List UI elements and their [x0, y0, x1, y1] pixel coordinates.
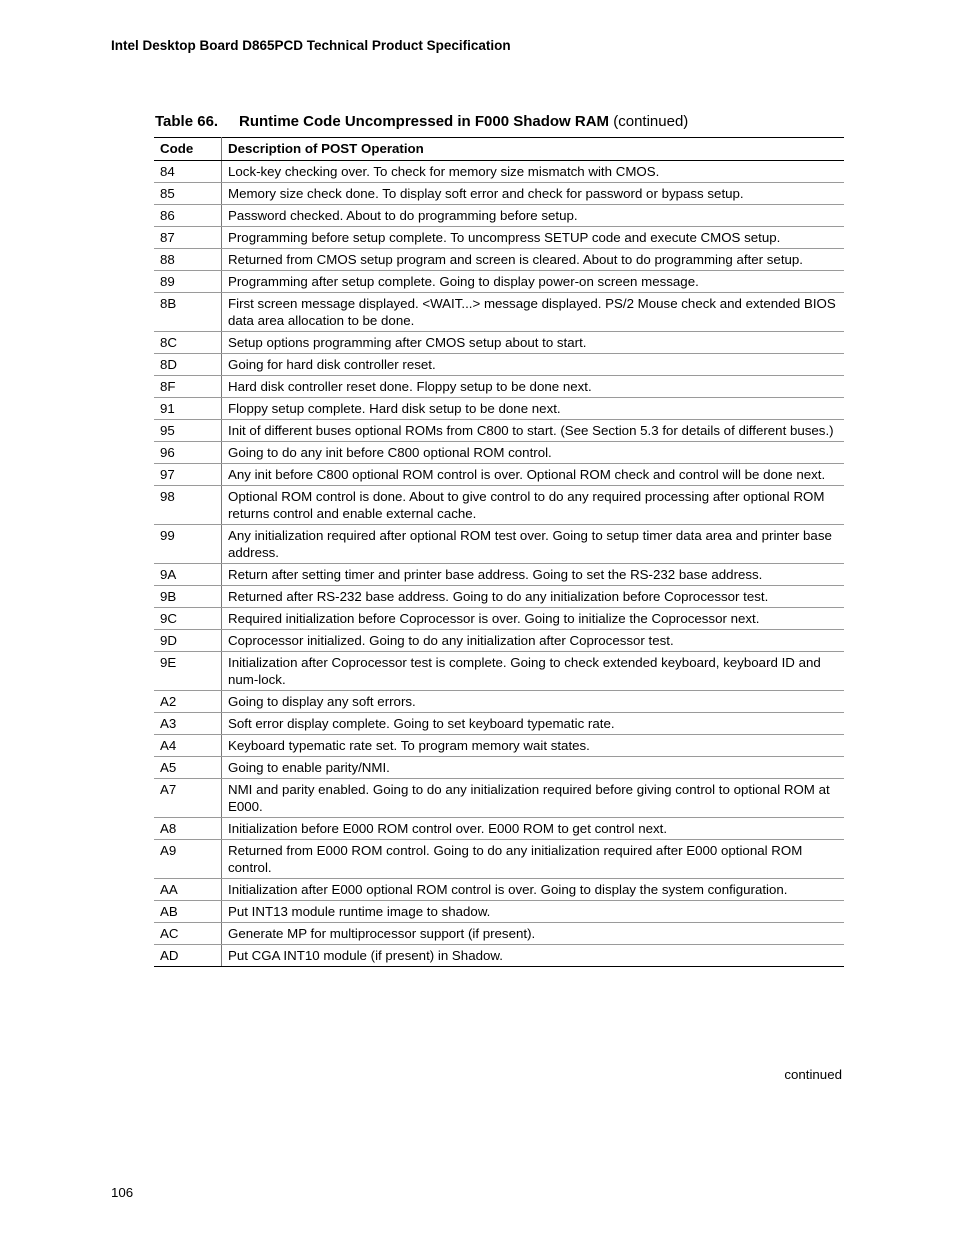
page-number: 106: [111, 1185, 134, 1200]
post-code-cell: 84: [154, 161, 222, 183]
post-description-cell: Returned from CMOS setup program and screen is cleared. About to do programming after setup.: [222, 249, 845, 271]
table-row: [154, 879, 844, 901]
post-code-cell: 99: [154, 525, 222, 564]
table-row: [154, 398, 844, 420]
post-code-cell: AA: [154, 879, 222, 901]
table-row: [154, 332, 844, 354]
post-code-cell: AD: [154, 945, 222, 967]
post-description-cell: Return after setting timer and printer base address. Going to set the RS-232 base address.: [222, 564, 845, 586]
post-description-cell: NMI and parity enabled. Going to do any initialization required before giving control to optional ROM at E000.: [222, 779, 845, 818]
table-row: [154, 293, 844, 332]
table-row: [154, 713, 844, 735]
post-description-cell: Any init before C800 optional ROM control is over. Optional ROM check and control will be done next.: [222, 464, 845, 486]
post-description-cell: First screen message displayed. <WAIT...> message displayed. PS/2 Mouse check and extended BIOS data area allocation to be done.: [222, 293, 845, 332]
post-code-cell: A3: [154, 713, 222, 735]
table-row: [154, 945, 844, 967]
post-code-cell: A8: [154, 818, 222, 840]
post-description-cell: Initialization after Coprocessor test is complete. Going to check extended keyboard, keyboard ID and num-lock.: [222, 652, 845, 691]
post-code-cell: 98: [154, 486, 222, 525]
table-row: [154, 205, 844, 227]
table-row: [154, 586, 844, 608]
post-description-cell: Coprocessor initialized. Going to do any initialization after Coprocessor test.: [222, 630, 845, 652]
post-code-cell: A5: [154, 757, 222, 779]
post-description-cell: Any initialization required after optional ROM test over. Going to setup timer data area and printer base address.: [222, 525, 845, 564]
table-row: [154, 901, 844, 923]
post-description-cell: Required initialization before Coprocessor is over. Going to initialize the Coprocessor next.: [222, 608, 845, 630]
post-description-cell: Setup options programming after CMOS setup about to start.: [222, 332, 845, 354]
post-description-cell: Programming before setup complete. To uncompress SETUP code and execute CMOS setup.: [222, 227, 845, 249]
post-code-cell: AC: [154, 923, 222, 945]
post-description-cell: Programming after setup complete. Going to display power-on screen message.: [222, 271, 845, 293]
table-row: [154, 779, 844, 818]
table-row: [154, 691, 844, 713]
post-code-cell: 91: [154, 398, 222, 420]
table-row: [154, 420, 844, 442]
post-description-cell: Returned after RS-232 base address. Going to do any initialization before Coprocessor test.: [222, 586, 845, 608]
table-row: [154, 183, 844, 205]
post-description-cell: Going to display any soft errors.: [222, 691, 845, 713]
post-description-cell: Going to enable parity/NMI.: [222, 757, 845, 779]
post-code-cell: AB: [154, 901, 222, 923]
table-row: [154, 442, 844, 464]
post-code-cell: 89: [154, 271, 222, 293]
post-code-table: [154, 137, 844, 967]
post-code-cell: 8C: [154, 332, 222, 354]
table-row: [154, 525, 844, 564]
table-title: Runtime Code Uncompressed in F000 Shadow RAM: [239, 113, 610, 130]
table-caption-suffix: (continued): [613, 113, 689, 130]
post-description-cell: Password checked. About to do programming before setup.: [222, 205, 845, 227]
post-description-cell: Floppy setup complete. Hard disk setup to be done next.: [222, 398, 845, 420]
table-row: [154, 227, 844, 249]
post-code-cell: 85: [154, 183, 222, 205]
post-description-cell: Returned from E000 ROM control. Going to do any initialization required after E000 optional ROM control.: [222, 840, 845, 879]
post-code-cell: 87: [154, 227, 222, 249]
table-row: [154, 376, 844, 398]
post-description-cell: Hard disk controller reset done. Floppy setup to be done next.: [222, 376, 845, 398]
table-number: Table 66.: [155, 113, 219, 130]
post-code-cell: 9B: [154, 586, 222, 608]
post-code-cell: 9A: [154, 564, 222, 586]
post-code-cell: A2: [154, 691, 222, 713]
post-code-cell: 8B: [154, 293, 222, 332]
post-code-cell: A4: [154, 735, 222, 757]
post-description-cell: Initialization after E000 optional ROM control is over. Going to display the system configuration.: [222, 879, 845, 901]
post-code-cell: 9D: [154, 630, 222, 652]
table-header-row: [154, 138, 844, 161]
continued-label: continued: [784, 1067, 842, 1082]
post-code-cell: A9: [154, 840, 222, 879]
post-code-cell: 95: [154, 420, 222, 442]
column-header-description: Description of POST Operation: [222, 138, 845, 161]
post-description-cell: Memory size check done. To display soft error and check for password or bypass setup.: [222, 183, 845, 205]
post-code-cell: A7: [154, 779, 222, 818]
post-description-cell: Keyboard typematic rate set. To program memory wait states.: [222, 735, 845, 757]
post-description-cell: Going to do any init before C800 optional ROM control.: [222, 442, 845, 464]
table-row: [154, 652, 844, 691]
post-code-cell: 88: [154, 249, 222, 271]
table-row: [154, 564, 844, 586]
post-description-cell: Optional ROM control is done. About to give control to do any required processing after optional ROM returns control and enable external cache.: [222, 486, 845, 525]
table-row: [154, 161, 844, 183]
post-description-cell: Initialization before E000 ROM control over. E000 ROM to get control next.: [222, 818, 845, 840]
table-row: [154, 464, 844, 486]
post-description-cell: Put CGA INT10 module (if present) in Shadow.: [222, 945, 845, 967]
table-row: [154, 608, 844, 630]
post-description-cell: Init of different buses optional ROMs from C800 to start. (See Section 5.3 for details of different buses.): [222, 420, 845, 442]
post-description-cell: Put INT13 module runtime image to shadow.: [222, 901, 845, 923]
post-description-cell: Soft error display complete. Going to set keyboard typematic rate.: [222, 713, 845, 735]
column-header-code: Code: [154, 138, 222, 161]
table-row: [154, 757, 844, 779]
table-row: [154, 630, 844, 652]
table-body: [154, 161, 844, 967]
table-row: [154, 840, 844, 879]
post-code-cell: 96: [154, 442, 222, 464]
table-row: [154, 271, 844, 293]
table-row: [154, 354, 844, 376]
post-code-cell: 9E: [154, 652, 222, 691]
post-code-cell: 8D: [154, 354, 222, 376]
table-row: [154, 735, 844, 757]
post-description-cell: Lock-key checking over. To check for memory size mismatch with CMOS.: [222, 161, 845, 183]
table-caption: [155, 113, 688, 130]
post-code-cell: 8F: [154, 376, 222, 398]
post-code-cell: 86: [154, 205, 222, 227]
running-header: Intel Desktop Board D865PCD Technical Product Specification: [111, 38, 511, 53]
post-description-cell: Generate MP for multiprocessor support (if present).: [222, 923, 845, 945]
table-row: [154, 818, 844, 840]
post-code-cell: 9C: [154, 608, 222, 630]
table-row: [154, 923, 844, 945]
post-code-cell: 97: [154, 464, 222, 486]
post-description-cell: Going for hard disk controller reset.: [222, 354, 845, 376]
table-row: [154, 486, 844, 525]
table-row: [154, 249, 844, 271]
